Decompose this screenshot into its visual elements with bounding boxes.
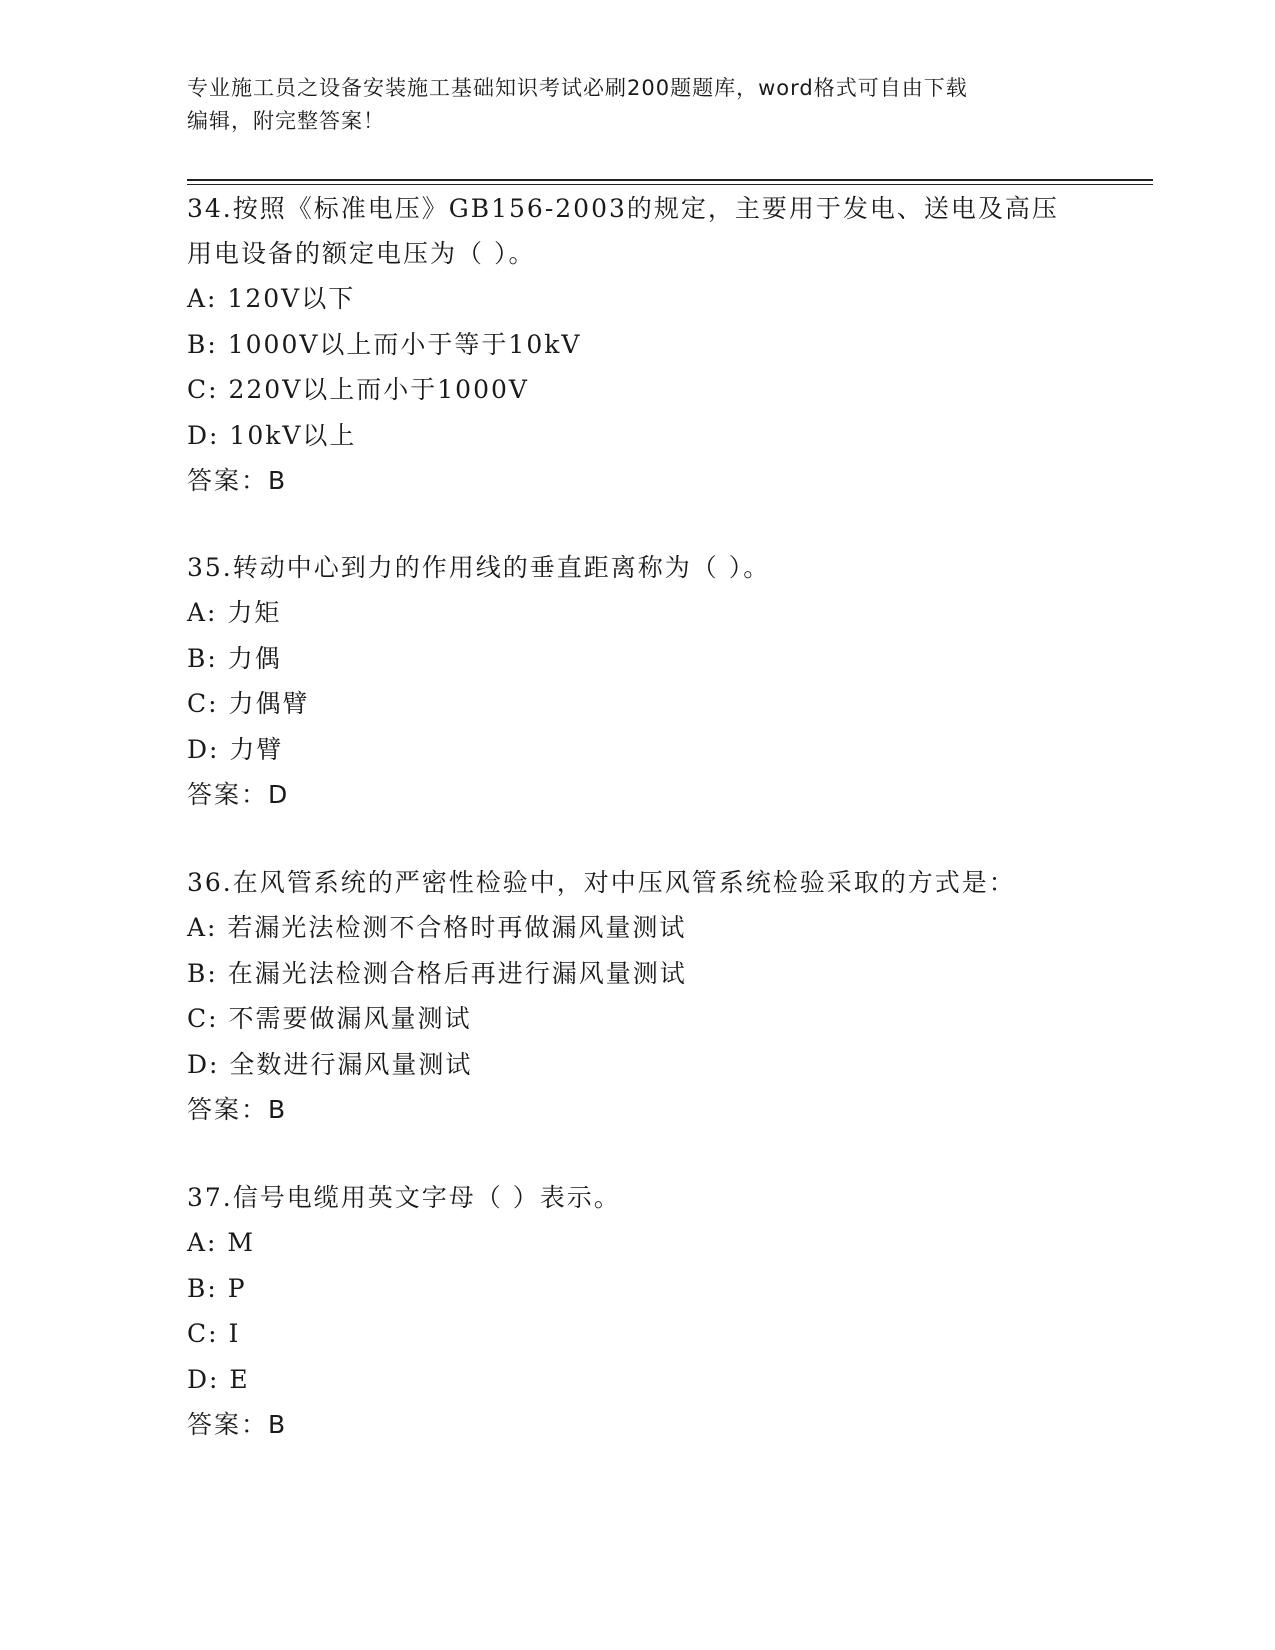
option-d: D: 全数进行漏风量测试: [187, 1049, 473, 1079]
header-line-2: 编辑，附完整答案！: [187, 109, 385, 133]
answer-label: 答案：B: [187, 1095, 288, 1124]
option-a: A: M: [187, 1228, 256, 1257]
answer-label: 答案：B: [187, 466, 288, 495]
option-d: D: E: [187, 1364, 250, 1394]
question-stem-line: 35.转动中心到力的作用线的垂直距离称为（ ）。: [187, 553, 771, 582]
option-a: A: 120V以下: [187, 284, 356, 313]
header-line-1: 专业施工员之设备安装施工基础知识考试必刷200题题库，word格式可自由下载: [187, 76, 968, 100]
option-c: C: 220V以上而小于1000V: [187, 375, 529, 404]
option-b: B: 力偶: [187, 643, 282, 673]
header-divider-thin: [187, 184, 1153, 185]
document-header: [187, 72, 1087, 138]
question-stem-line: 37.信号电缆用英文字母（ ）表示。: [187, 1183, 621, 1212]
answer-label: 答案：B: [187, 1410, 288, 1439]
question-stem-line: 34.按照《标准电压》GB156-2003的规定，主要用于发电、送电及高压: [187, 194, 1059, 223]
question-34: [187, 186, 1087, 503]
option-c: C: I: [187, 1319, 241, 1348]
option-d: D: 10kV以上: [187, 420, 357, 450]
option-b: B: P: [187, 1273, 247, 1303]
question-stem-line: 36.在风管系统的严密性检验中，对中压风管系统检验采取的方式是：: [187, 868, 1016, 897]
option-d: D: 力臂: [187, 734, 284, 764]
option-c: C: 不需要做漏风量测试: [187, 1004, 472, 1033]
option-a: A: 若漏光法检测不合格时再做漏风量测试: [187, 913, 687, 942]
option-b: B: 1000V以上而小于等于10kV: [187, 329, 582, 359]
question-37: [187, 1175, 1087, 1447]
option-a: A: 力矩: [187, 598, 282, 627]
option-c: C: 力偶臂: [187, 689, 310, 718]
question-stem-line: 用电设备的额定电压为（ ）。: [187, 239, 536, 268]
option-b: B: 在漏光法检测合格后再进行漏风量测试: [187, 958, 687, 988]
question-36: [187, 860, 1087, 1132]
header-divider-thick: [187, 179, 1153, 181]
answer-label: 答案：D: [187, 780, 290, 809]
question-35: [187, 545, 1087, 817]
